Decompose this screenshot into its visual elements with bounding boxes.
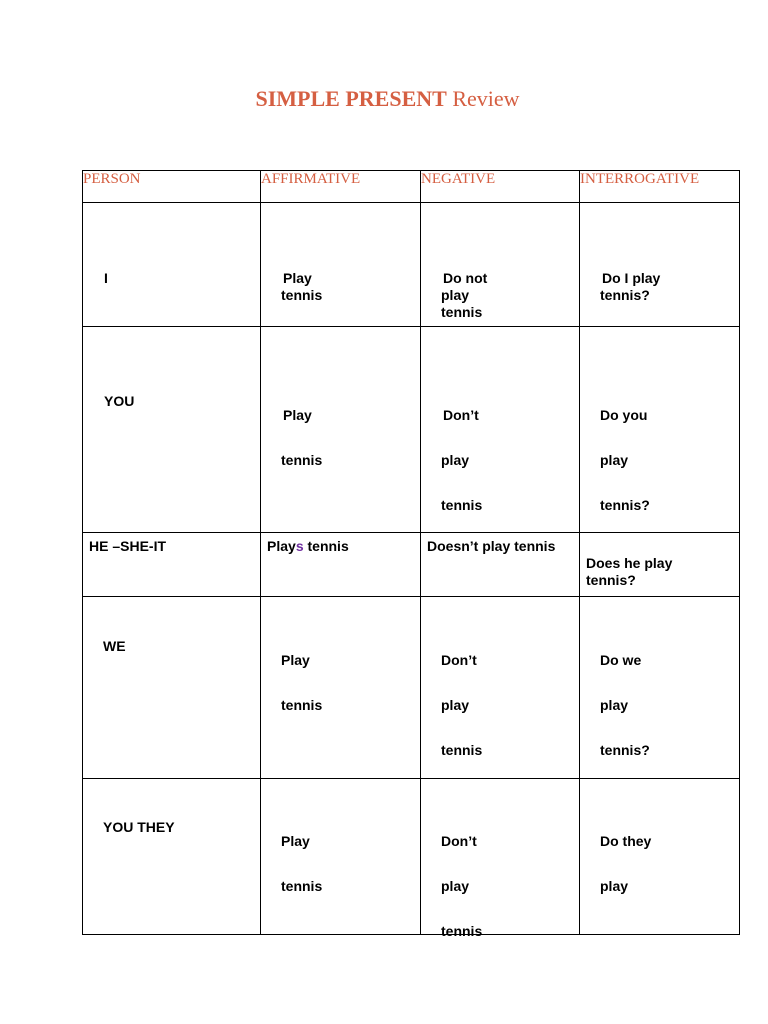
negative-line: Don’t xyxy=(441,833,477,849)
negative-line: play xyxy=(441,697,470,713)
interrogative-line: play xyxy=(600,697,629,713)
affirmative-cell xyxy=(261,533,421,597)
affirmative-line: tennis xyxy=(281,697,323,713)
negative-line: tennis xyxy=(441,742,483,758)
interrogative-cell xyxy=(580,533,740,597)
affirmative-line xyxy=(267,538,349,555)
table-row xyxy=(83,327,740,533)
conjugation-table xyxy=(82,170,740,939)
person-label: YOU THEY xyxy=(103,819,175,835)
negative-line: Don’t xyxy=(443,407,479,423)
interrogative-line: Do they xyxy=(600,833,652,849)
interrogative-cell xyxy=(580,779,740,935)
interrogative-line: tennis? xyxy=(600,742,650,758)
header-row xyxy=(83,171,740,203)
header-affirmative: AFFIRMATIVE xyxy=(261,171,421,203)
table-row xyxy=(83,533,740,597)
negative-line: Don’t xyxy=(441,652,477,668)
affirmative-line: Play xyxy=(283,407,312,423)
title-suffix: Review xyxy=(452,86,520,111)
verb-object: tennis xyxy=(303,538,349,554)
negative-cell xyxy=(421,533,580,597)
person-label: YOU xyxy=(104,393,135,409)
person-cell xyxy=(83,597,261,779)
interrogative-line: tennis? xyxy=(600,287,650,303)
table-row xyxy=(83,203,740,327)
affirmative-line: tennis xyxy=(281,287,323,303)
negative-line: Do not xyxy=(443,270,488,286)
negative-line: tennis xyxy=(441,923,483,939)
person-label: WE xyxy=(103,638,126,654)
title-main: SIMPLE PRESENT xyxy=(255,86,447,111)
interrogative-line: Do you xyxy=(600,407,648,423)
header-interrogative: INTERROGATIVE xyxy=(580,171,740,203)
affirmative-line: Play xyxy=(283,270,312,286)
table-row xyxy=(83,779,740,935)
verb-base: Play xyxy=(267,538,296,554)
interrogative-line: Do I play xyxy=(602,270,661,286)
interrogative-line: tennis? xyxy=(586,572,636,588)
table-row xyxy=(83,597,740,779)
negative-line: tennis xyxy=(441,497,483,513)
person-label: I xyxy=(104,270,108,286)
affirmative-line: Play xyxy=(281,652,310,668)
negative-line: play xyxy=(441,878,470,894)
person-cell xyxy=(83,327,261,533)
affirmative-line: tennis xyxy=(281,878,323,894)
negative-line: tennis xyxy=(441,304,483,320)
affirmative-cell xyxy=(261,779,421,935)
page-title xyxy=(0,86,768,112)
person-cell xyxy=(83,533,261,597)
interrogative-line: play xyxy=(600,878,629,894)
affirmative-cell xyxy=(261,597,421,779)
person-label: HE –SHE-IT xyxy=(89,538,167,554)
negative-line: play xyxy=(441,452,470,468)
interrogative-cell xyxy=(580,597,740,779)
interrogative-line: Does he play xyxy=(586,555,673,571)
interrogative-line: Do we xyxy=(600,652,642,668)
affirmative-cell xyxy=(261,327,421,533)
person-cell xyxy=(83,203,261,327)
negative-cell xyxy=(421,779,580,939)
verb-ending-highlight: s xyxy=(295,538,304,554)
negative-cell xyxy=(421,597,580,779)
affirmative-line: tennis xyxy=(281,452,323,468)
affirmative-line: Play xyxy=(281,833,310,849)
affirmative-cell xyxy=(261,203,421,327)
header-person: PERSON xyxy=(83,171,261,203)
interrogative-cell xyxy=(580,327,740,533)
negative-cell xyxy=(421,327,580,533)
interrogative-line: play xyxy=(600,452,629,468)
interrogative-cell xyxy=(580,203,740,327)
negative-cell xyxy=(421,203,580,327)
negative-line: play xyxy=(441,287,470,303)
negative-line: Doesn’t play tennis xyxy=(427,538,556,554)
header-negative: NEGATIVE xyxy=(421,171,580,203)
person-cell xyxy=(83,779,261,935)
interrogative-line: tennis? xyxy=(600,497,650,513)
